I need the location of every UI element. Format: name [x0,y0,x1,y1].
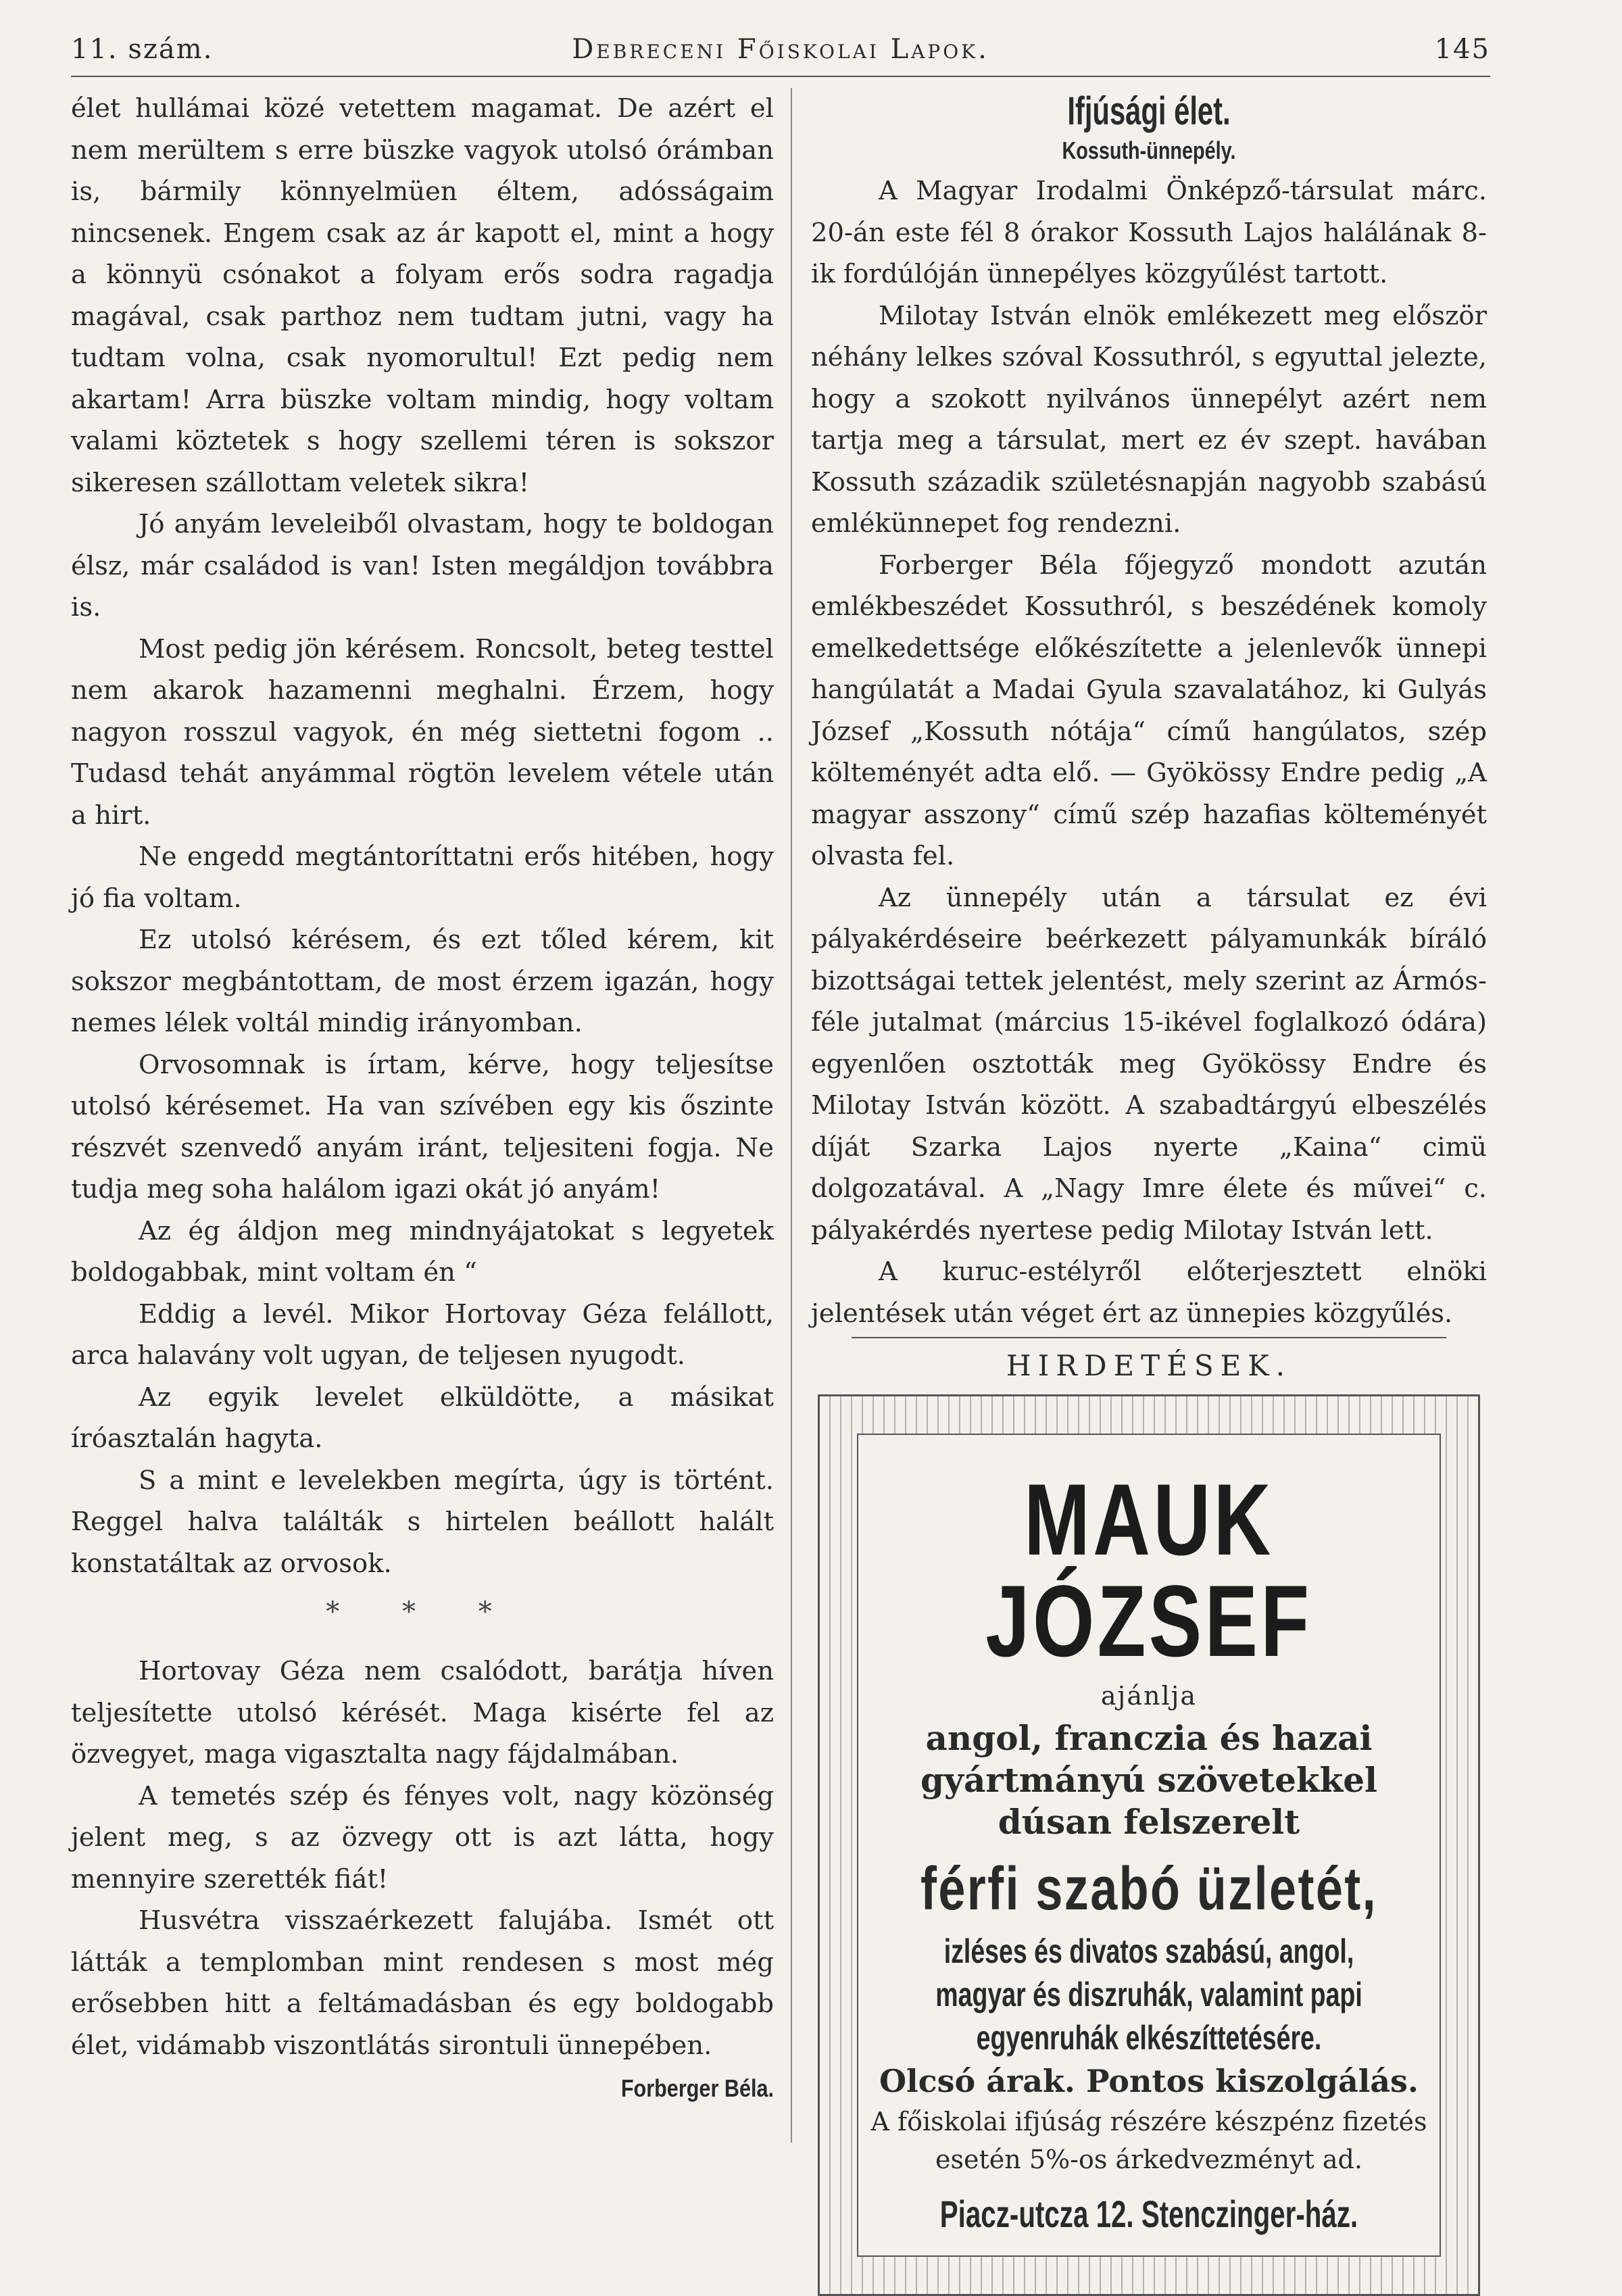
ad-discount: A főiskolai ifjúság részére készpénz fizetés esetén 5%-os árkedvezményt ad. [870,2107,1427,2174]
paragraph: Eddig a levél. Mikor Hortovay Géza felállott, arca halavány volt ugyan, de teljesen nyugodt. [71,1298,774,1371]
section-title: Ifjúsági élet. [1067,89,1231,133]
page-number: 145 [1434,34,1490,65]
journal-title: Debreceni Főiskolai Lapok. [572,34,989,65]
paragraph: Forberger Béla főjegyző mondott azután emlékbeszédet Kossuthról, s beszédének komoly emelkedettsége előkészítette a jelenlevők ünnepi hangúlatát a Madai Gyula szavalatához, ki Gulyás József „Kossuth nótája“ című hangúlatos, szép költeményét adta elő. — Gyökössy Endre pedig „A magyar asszony“ című szép hazafias költeményét olvasta fel. [811,549,1487,871]
page-header [71,28,1490,77]
ad-line: magyar és diszruhák, valamint papi [935,1976,1362,2013]
ad-recommends: ajánlja [1100,1681,1198,1711]
author-signature: Forberger Béla. [620,2074,774,2102]
ad-line: izléses és divatos szabású, angol, [943,1932,1354,1970]
advertiser-name: MAUK JÓZSEF [985,1463,1312,1678]
ad-line: egyenruhák elkészíttetésére. [976,2019,1322,2057]
paragraph: Ez utolsó kérésem, és ezt tőled kérem, kit sokszor megbántottam, de most érzem igazán, hogy nemes lélek voltál mindig irányomban. [71,925,774,1038]
paragraph: Jó anyám leveleiből olvastam, hogy te boldogan élsz, már családod is van! Isten megáldjon továbbra is. [71,509,774,622]
paragraph: Milotay István elnök emlékezett meg először néhány lelkes szóval Kossuthról, s egyuttal jelezte, hogy a szokott nyilvános ünnepélyt azért nem tartja meg a társulat, mert ez év szept. havában Kossuth századik születésnapján nagyobb szabású emlékünnepet fog rendezni. [811,300,1487,539]
paragraph: Az egyik levelet elküldötte, a másikat íróasztalán hagyta. [71,1382,774,1454]
advertisement-content [857,1434,1441,2257]
section-subtitle: Kossuth-ünnepély. [1062,137,1236,164]
ad-prices: Olcsó árak. Pontos kiszolgálás. [879,2063,1419,2099]
issue-number: 11. szám. [71,34,214,65]
horizontal-rule [852,1337,1446,1338]
paragraph: élet hullámai közé vetettem magamat. De azért el nem merültem s erre büszke vagyok utolsó órámban is, bármily könnyelmüen éltem, adósságaim nincsenek. Engem csak az ár kapott el, mint a hogy a könnyü csónakot a folyam erős sodra ragadja magával, csak parthoz nem tudtam jutni, vagy ha tudtam volna, csak nyomorultul! Ezt pedig nem akartam! Arra büszke voltam mindig, hogy voltam valami köztetek s hogy szellemi téren is sokszor sikeresen szállottam veletek sikra! [71,93,774,498]
advertisement [818,1394,1480,2296]
paragraph: Most pedig jön kérésem. Roncsolt, beteg testtel nem akarok hazamenni meghalni. Érzem, hogy nagyon rosszul vagyok, én még siettetni fogom .. Tudasd tehát anyámmal rögtön levelem vétele után a hirt. [71,633,774,831]
ads-heading: HIRDETÉSEK. [1006,1349,1292,1382]
paragraph: A Magyar Irodalmi Önképző-társulat márc. 20-án este fél 8 órakor Kossuth Lajos halálának 8-ik fordúlóján ünnepélyes közgyűlést tartott. [811,176,1487,289]
paragraph: Orvosomnak is írtam, kérve, hogy teljesítse utolsó kérésemet. Ha van szívében egy kis őszinte részvét szenvedő anyám iránt, teljesiteni fogja. Ne tudja meg soha halálom igazi okát jó anyám! [71,1049,774,1204]
ad-address: Piacz-utcza 12. Stenczinger-ház. [939,2193,1358,2235]
paragraph: Husvétra visszaérkezett falujába. Ismét ott látták a templomban mint rendesen s most még erősebben hitt a feltámadásban és egy boldogabb élet, vidámabb viszontlátás sirontuli ünnepében. [71,1905,774,2061]
left-column [71,88,774,2103]
column-divider [791,88,792,2143]
right-column [811,88,1487,2296]
section-break-stars: * * * [326,1596,519,1628]
paragraph: Az ég áldjon meg mindnyájatokat s legyetek boldogabbak, mint voltam én “ [71,1215,774,1288]
paragraph: Ne engedd megtántoríttatni erős hitében, hogy jó fia voltam. [71,841,774,914]
paragraph: A temetés szép és fényes volt, nagy közönség jelent meg, s az özvegy ott is azt látta, hogy mennyire szerették fiát! [71,1780,774,1895]
paragraph: A kuruc-estélyről előterjesztett elnöki jelentések után véget ért az ünnepies közgyűlés. [811,1256,1487,1329]
ad-headline: férfi szabó üzletét, [920,1855,1378,1923]
paragraph: Hortovay Géza nem csalódott, barátja híven teljesítette utolsó kérését. Maga kisérte fel az özvegyet, maga vigasztalta nagy fájdalmában. [71,1656,774,1769]
paragraph: S a mint e levelekben megírta, úgy is történt. Reggel halva találták s hirtelen beállott halált konstatáltak az orvosok. [71,1465,774,1579]
ad-description: angol, franczia és hazai gyártmányú szövetekkel dúsan felszerelt [920,1718,1378,1842]
paragraph: Az ünnepély után a társulat ez évi pályakérdéseire beérkezett pályamunkák bíráló bizottságai tettek jelentést, mely szerint az Ármós-féle jutalmat (március 15-ikével foglalkozó ódára) egyenlően osztották meg Gyökössy Endre és Milotay István között. A szabadtárgyú elbeszélés díját Szarka Lajos nyerte „Kaina“ cimü dolgozatával. A „Nagy Imre élete és művei“ c. pályakérdés nyertese pedig Milotay István lett. [811,882,1487,1246]
